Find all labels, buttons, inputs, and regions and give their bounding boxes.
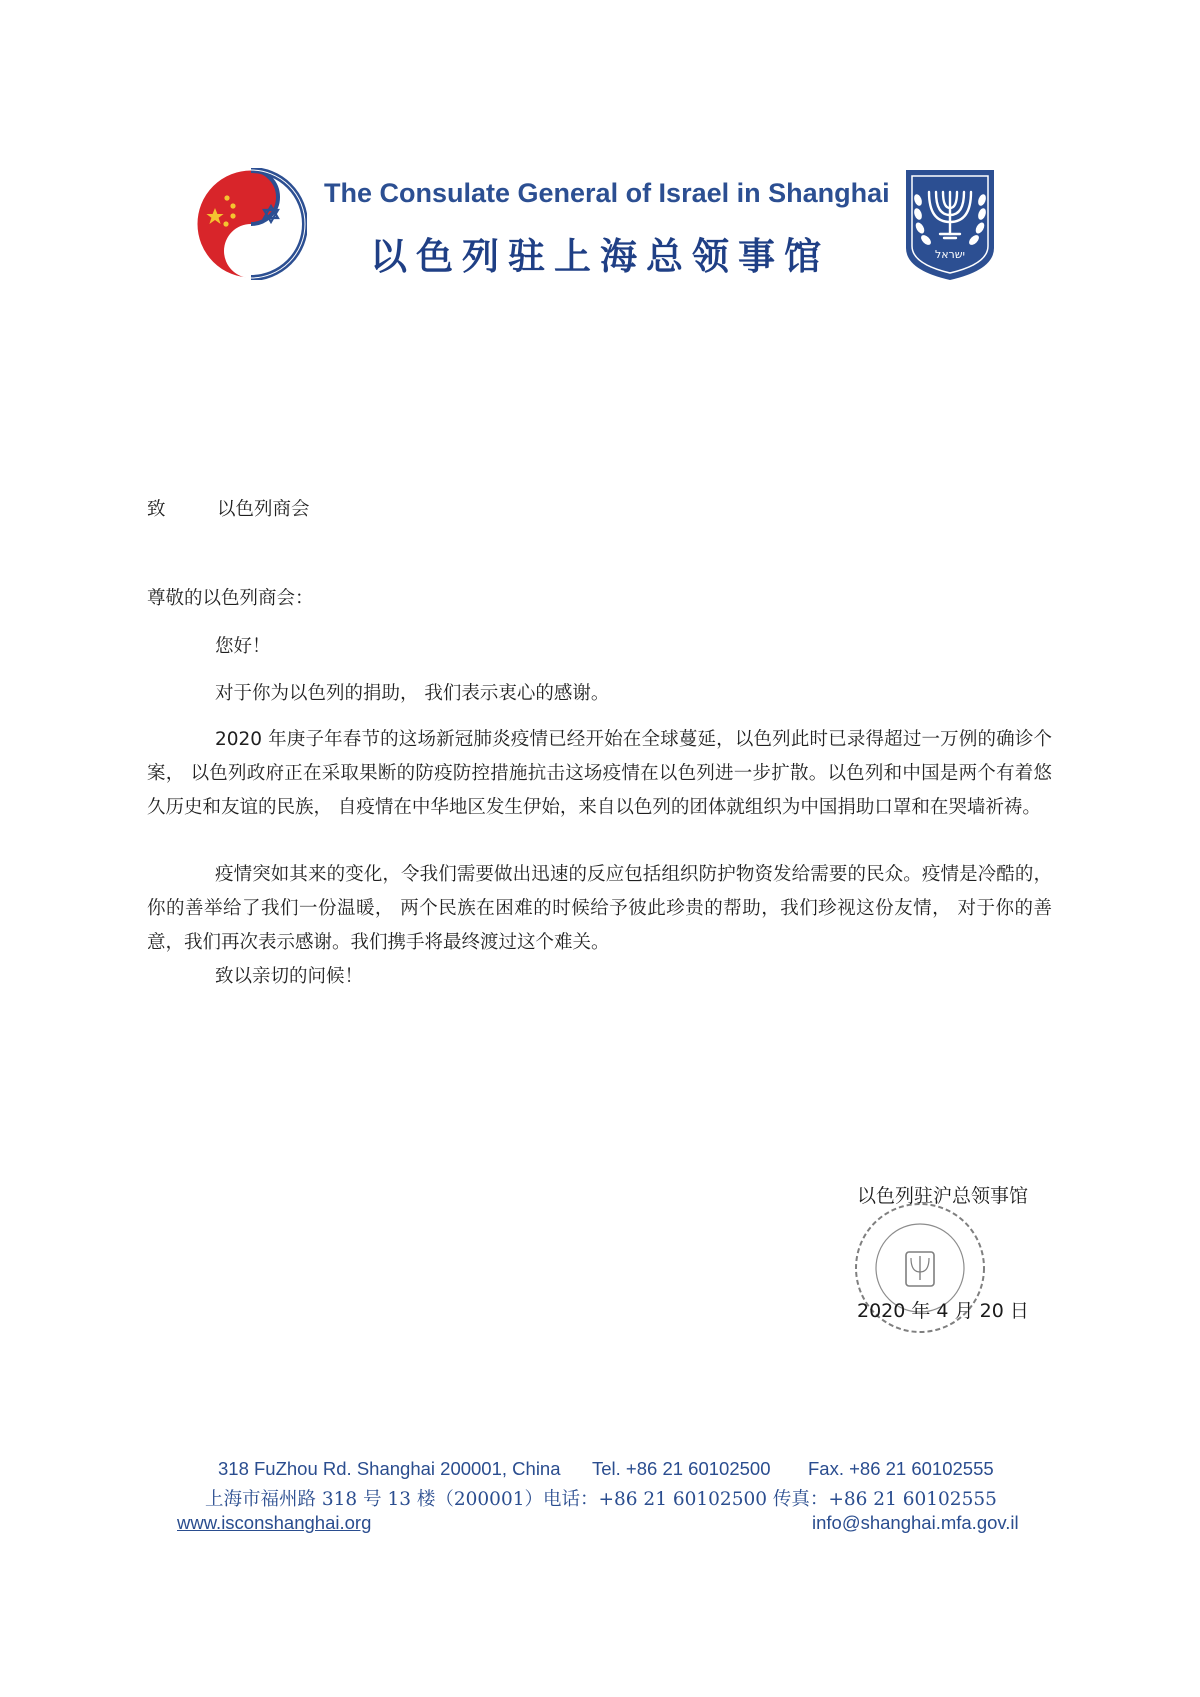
to-label: 致	[147, 499, 166, 520]
footer-website-link[interactable]: www.isconshanghai.org	[177, 1512, 372, 1533]
emblem-text: ישראל	[934, 248, 966, 261]
signature-name: 以色列驻沪总领事馆	[857, 1185, 1029, 1207]
greeting: 您好！	[215, 636, 271, 657]
footer-address-cn: 上海市福州路 318 号 13 楼（200001）电话：+86 21 60102500 传真：+86 21 60102555	[205, 1489, 997, 1510]
recipient-line	[147, 493, 310, 527]
recipient-name: 以色列商会	[217, 499, 310, 520]
salutation: 尊敬的以色列商会：	[147, 588, 314, 609]
israel-emblem-icon	[902, 166, 998, 282]
body-paragraph-2: 疫情突如其来的变化，令我们需要做出迅速的反应包括组织防护物资发给需要的民众。疫情是冷酷的，你的善举给了我们一份温暖， 两个民族在困难的时候给予彼此珍贵的帮助，我们珍视这份友情， 对于你的善意，我们再次表示感谢。我们携手将最终渡过这个难关。	[147, 864, 1052, 953]
footer-fax: Fax. +86 21 60102555	[808, 1458, 994, 1479]
footer-email[interactable]: info@shanghai.mfa.gov.il	[812, 1512, 1019, 1533]
consulate-logo-icon	[195, 168, 307, 280]
footer-tel: Tel. +86 21 60102500	[592, 1458, 771, 1479]
footer-address-en: 318 FuZhou Rd. Shanghai 200001, China	[218, 1458, 561, 1479]
thanks-line: 对于你为以色列的捐助， 我们表示衷心的感谢。	[215, 683, 610, 704]
letterhead-title-en: The Consulate General of Israel in Shanghai	[324, 178, 890, 208]
signature-date: 2020 年 4 月 20 日	[857, 1300, 1029, 1322]
letterhead-title-cn: 以色列驻上海总领事馆	[370, 234, 830, 278]
body-paragraph-1: 2020 年庚子年春节的这场新冠肺炎疫情已经开始在全球蔓延，以色列此时已录得超过一万例的确诊个案， 以色列政府正在采取果断的防疫防控措施抗击这场疫情在以色列进一步扩散。以色列和中国是两个有着悠久历史和友谊的民族， 自疫情在中华地区发生伊始，来自以色列的团体就组织为中国捐助口罩和在哭墙祈祷。	[147, 729, 1052, 818]
closing-line: 致以亲切的问候！	[215, 966, 364, 987]
